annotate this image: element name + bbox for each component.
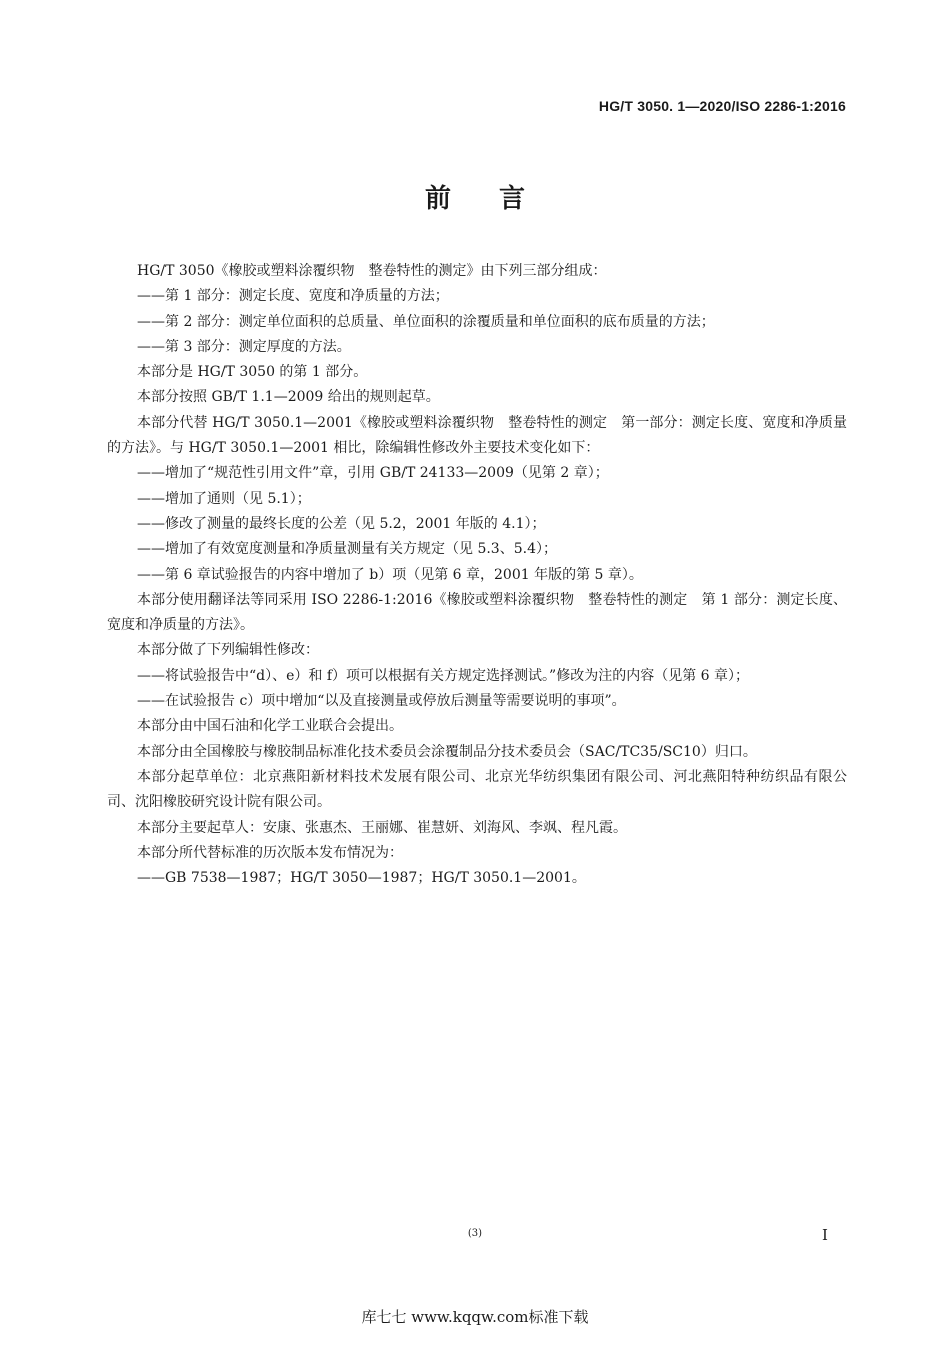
paragraph: 本部分使用翻译法等同采用 ISO 2286-1:2016《橡胶或塑料涂覆织物 整卷特性的测定 第 1 部分：测定长度、宽度和净质量的方法》。 [107,591,847,634]
list-item: ——GB 7538—1987；HG/T 3050—1987；HG/T 3050.1—2001。 [137,870,586,887]
list-item: ——第 3 部分：测定厚度的方法。 [137,338,351,355]
list-item: ——将试验报告中“d）、e）和 f）项可以根据有关方规定选择测试。”修改为注的内容（见第 6 章）； [137,667,749,684]
standard-code: HG/T 3050. 1—2020/ISO 2286-1:2016 [598,98,846,114]
paragraph: 本部分主要起草人：安康、张惠杰、王丽娜、崔慧妍、刘海风、李飒、程凡霞。 [137,819,627,836]
paragraph: 本部分起草单位：北京燕阳新材料技术发展有限公司、北京光华纺织集团有限公司、河北燕阳特种纺织品有限公司、沈阳橡胶研究设计院有限公司。 [107,768,847,811]
paragraph: 本部分做了下列编辑性修改： [137,642,319,659]
footer-watermark: 库七七 www.kqqw.com标准下载 [361,1308,589,1326]
page-number: I [822,1226,828,1244]
list-item: ——增加了有效宽度测量和净质量测量有关方规定（见 5.3、5.4）； [137,541,557,558]
list-item: ——第 1 部分：测定长度、宽度和净质量的方法； [137,288,449,305]
list-item: ——第 6 章试验报告的内容中增加了 b）项（见第 6 章，2001 年版的第 5 章）。 [137,566,643,583]
paragraph: 本部分是 HG/T 3050 的第 1 部分。 [137,364,368,381]
list-item: ——修改了测量的最终长度的公差（见 5.2，2001 年版的 4.1）； [137,515,546,532]
paragraph: 本部分由全国橡胶与橡胶制品标准化技术委员会涂覆制品分技术委员会（SAC/TC35/SC10）归口。 [137,743,757,760]
page-code: (3) [467,1228,483,1239]
list-item: ——增加了“规范性引用文件”章，引用 GB/T 24133—2009（见第 2 章）； [137,465,609,482]
paragraph: 本部分由中国石油和化学工业联合会提出。 [137,718,403,735]
paragraph: 本部分按照 GB/T 1.1—2009 给出的规则起草。 [137,389,440,406]
paragraph: HG/T 3050《橡胶或塑料涂覆织物 整卷特性的测定》由下列三部分组成： [137,263,607,279]
paragraph: 本部分代替 HG/T 3050.1—2001《橡胶或塑料涂覆织物 整卷特性的测定 第一部分：测定长度、宽度和净质量的方法》。与 HG/T 3050.1—2001 相比，除编辑性修改外主要技术变化如下： [107,414,847,457]
paragraph: 本部分所代替标准的历次版本发布情况为： [137,844,403,861]
list-item: ——在试验报告 c）项中增加“以及直接测量或停放后测量等需要说明的事项”。 [137,693,626,710]
page-title: 前言 [424,184,573,214]
list-item: ——增加了通则（见 5.1）； [137,490,311,507]
foreword-body [107,259,847,891]
list-item: ——第 2 部分：测定单位面积的总质量、单位面积的涂覆质量和单位面积的底布质量的方法； [137,313,715,330]
